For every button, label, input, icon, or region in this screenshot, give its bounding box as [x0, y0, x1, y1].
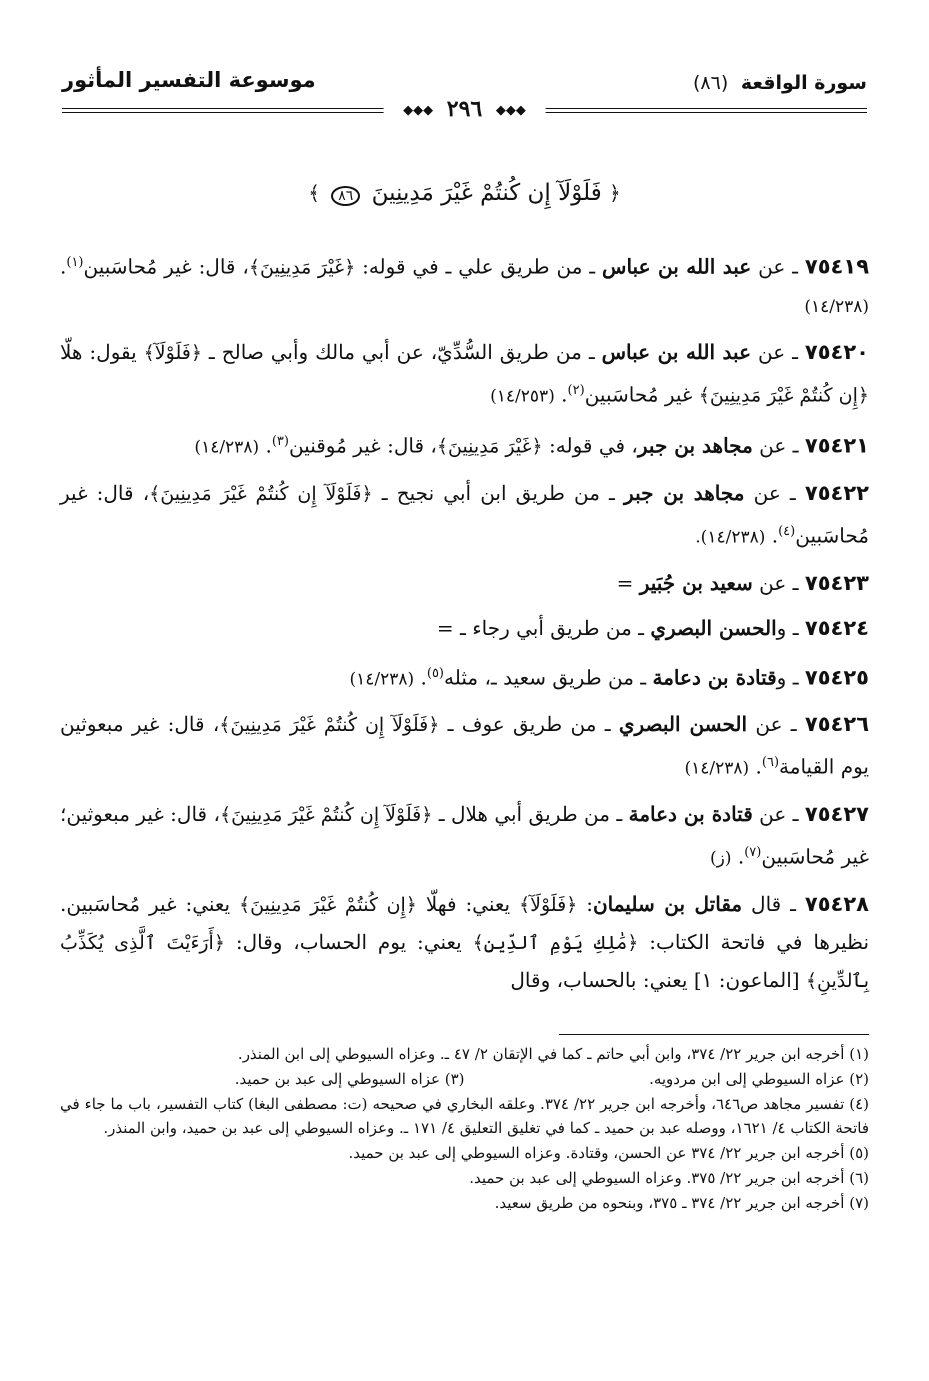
narrator-name: قتادة بن دعامة	[628, 801, 753, 826]
quran-quote: ﴿غَيْرَ مَدِينِينَ﴾	[248, 256, 356, 279]
volume-ref: (١٤/٢٥٣)	[490, 386, 555, 407]
volume-ref: (ز)	[710, 848, 732, 869]
ornament-icon: ◆◆◆	[403, 102, 434, 118]
footnote-6: (٦) أخرجه ابن جرير ٢٢/ ٣٧٥. وعزاه السيوطي إلى عبد بن حميد.	[469, 1169, 869, 1187]
footnote-5: (٥) أخرجه ابن جرير ٢٢/ ٣٧٤ عن الحسن، وقتادة. وعزاه السيوطي إلى عبد بن حميد.	[348, 1144, 869, 1162]
footnote-4: (٤) تفسير مجاهد ص٦٤٦، وأخرجه ابن جرير ٢٢/ ٣٧٤. وعلقه البخاري في صحيحه (ت: مصطفى البغا) كتاب التفسير، باب ما جاء في فاتحة الكتاب ٤/ ١٦٢١، ووصله عبد بن حميد ـ كما في تغليق التعليق ٤/ ١٧١ ـ. وعزاه السيوطي إلى عبد بن حميد، وابن المنذر.	[60, 1095, 870, 1137]
entry-text: يقول: هلّا	[60, 339, 144, 364]
entry-text: ، قال: غير مبعوثين؛ غير مُحاسَبين	[60, 801, 869, 869]
entry-text: ـ من طريق السُّدِّيّ، عن أبي مالك وأبي صالح ـ	[201, 339, 602, 364]
entry-text: ـ من طريق سعيد ـ، مثله	[444, 665, 653, 690]
narration-entry	[60, 610, 869, 647]
page-number	[383, 96, 546, 122]
entry-text: ، قال: غير مُحاسَبين	[83, 254, 249, 279]
entry-text: .	[749, 754, 762, 779]
volume-ref: (١٤/٢٣٨)	[349, 669, 415, 690]
footnote-ref[interactable]: (٧)	[744, 844, 762, 860]
narration-number: ٧٥٤٢٣	[804, 570, 869, 595]
narrator-name: مجاهد بن جبر	[624, 480, 745, 505]
entry-text: =	[616, 570, 640, 595]
narration-entry	[60, 565, 869, 602]
narration-entry	[60, 244, 869, 326]
quran-quote: ﴿فَلَوْلَآ﴾	[519, 893, 578, 916]
footnote-separator	[559, 1034, 869, 1035]
narration-number: ٧٥٤٢١	[804, 433, 869, 458]
footnote-ref[interactable]: (١)	[66, 255, 84, 270]
narration-entry	[60, 886, 869, 1000]
footnote-ref[interactable]: (٦)	[761, 755, 780, 771]
entry-text: .	[414, 665, 427, 690]
narration-number: ٧٥٤٢٨	[804, 891, 869, 916]
entry-text: :	[577, 891, 593, 916]
verse-open-bracket: ﴿	[609, 181, 621, 205]
entry-text: ، في قوله:	[542, 433, 638, 458]
entry-text: .	[554, 382, 568, 407]
entry-text: .	[731, 844, 745, 869]
entry-text: ـ عن	[751, 339, 805, 364]
page-number-value: ٢٩٦	[446, 96, 483, 122]
narrator-name: سعيد بن جُبَير	[639, 570, 753, 595]
quran-quote: ﴿إِن كُنتُمْ غَيْرَ مَدِينِينَ﴾	[239, 893, 417, 916]
entry-text: ـ قال	[742, 891, 805, 916]
ayah-number: ٨٦	[331, 186, 360, 206]
entry-text: ـ و	[776, 615, 805, 640]
entry-text: ـ من طريق أبي رجاء ـ =	[436, 615, 651, 640]
quran-quote: ﴿فَلَوْلَآ إِن كُنتُمْ غَيْرَ مَدِينِينَ﴾	[149, 482, 373, 505]
entry-text: ـ من طريق أبي هلال ـ	[432, 801, 629, 826]
verse-text: فَلَوْلَآ إِن كُنتُمْ غَيْرَ مَدِينِينَ	[371, 180, 602, 206]
entry-text: يعني: غير مُحاسَبين. نظيرها في فاتحة الكتاب:	[60, 891, 870, 954]
entry-text: ـ عن	[752, 801, 805, 826]
narrator-name: قتادة بن دعامة	[652, 665, 777, 690]
narration-entry	[60, 796, 869, 878]
entry-text: ـ من طريق عوف ـ	[439, 712, 619, 737]
volume-ref: (١٤/٢٣٨)	[194, 437, 260, 458]
narration-entry	[60, 423, 869, 467]
entry-text: يعني: فهلّا	[416, 891, 520, 916]
entry-text: ـ عن	[744, 480, 805, 505]
entry-text: ، قال: غير مُحاسَبين	[60, 480, 869, 548]
footnote-ref[interactable]: (٣)	[271, 434, 289, 450]
narrator-name: مجاهد بن جبر	[637, 433, 753, 458]
narrations	[60, 244, 869, 1008]
sura-name: سورة الواقعة	[740, 72, 867, 94]
footnote-2: (٢) عزاه السيوطي إلى ابن مردويه.	[649, 1070, 869, 1088]
narration-entry	[60, 334, 869, 416]
narration-number: ٧٥٤٢٧	[804, 801, 869, 826]
footnote-3: (٣) عزاه السيوطي إلى عبد بن حميد.	[234, 1070, 465, 1088]
entry-text: ، قال: غير مُوقنين	[288, 433, 437, 458]
quran-quote: ﴿غَيْرَ مَدِينِينَ﴾	[436, 435, 543, 458]
narration-entry	[60, 475, 869, 557]
entry-text: .	[765, 523, 779, 548]
footnote-row	[60, 1067, 869, 1092]
narrator-name: الحسن البصري	[650, 615, 777, 640]
entry-text: .	[259, 433, 272, 458]
footnote-ref[interactable]: (٤)	[778, 523, 796, 539]
narration-number: ٧٥٤٢٠	[804, 339, 869, 364]
ornament-icon: ◆◆◆	[495, 102, 526, 118]
entry-text: ـ عن	[752, 433, 805, 458]
volume-ref: (١٤/٢٣٨)	[684, 758, 750, 779]
narrator-name: مقاتل بن سليمان	[592, 891, 743, 916]
entry-text: غير مُحاسَبين	[584, 382, 699, 407]
entry-text: ـ عن	[752, 570, 805, 595]
narration-number: ٧٥٤٢٤	[804, 615, 869, 640]
narration-number: ٧٥٤٢٦	[804, 712, 870, 737]
footnotes	[60, 1042, 869, 1216]
narration-entry	[60, 655, 869, 699]
narration-number: ٧٥٤١٩	[804, 254, 870, 279]
footnote-1: (١) أخرجه ابن جرير ٢٢/ ٣٧٤، وابن أبي حاتم ـ كما في الإتقان ٢/ ٤٧ ـ. وعزاه السيوطي إلى ابن المنذر.	[237, 1045, 869, 1063]
sura-title	[693, 72, 867, 94]
quran-quote: ﴿فَلَوْلَآ﴾	[143, 341, 202, 364]
footnote-7: (٧) أخرجه ابن جرير ٢٢/ ٣٧٤ ـ ٣٧٥، وبنحوه من طريق سعيد.	[494, 1194, 869, 1212]
entry-text: ـ من طريق علي ـ في قوله:	[355, 254, 603, 279]
book-title: موسوعة التفسير المأثور	[62, 68, 316, 92]
verse-heading	[0, 180, 929, 206]
entry-text: ـ و	[776, 665, 805, 690]
narrator-name: عبد الله بن عباس	[602, 254, 752, 279]
volume-ref: (١٤/٢٣٨).	[695, 527, 766, 548]
entry-text: .	[60, 254, 67, 279]
footnote-ref[interactable]: (٢)	[567, 382, 585, 398]
sura-verse-number: (٨٦)	[692, 72, 729, 94]
quran-quote: ﴿فَلَوْلَآ إِن كُنتُمْ غَيْرَ مَدِينِينَ﴾	[219, 803, 433, 826]
narrator-name: عبد الله بن عباس	[601, 339, 752, 364]
narrator-name: الحسن البصري	[618, 712, 748, 737]
footnote-ref[interactable]: (٥)	[426, 665, 444, 681]
entry-text: ـ عن	[751, 254, 805, 279]
narration-number: ٧٥٤٢٥	[804, 665, 869, 690]
entry-text: [الماعون: ١] يعني: بالحساب، وقال	[510, 967, 806, 992]
quran-quote: ﴿مَٰلِكِ يَوْمِ ٱلدِّينِ﴾	[472, 931, 639, 954]
entry-text: يعني: يوم الحساب، وقال:	[224, 929, 473, 954]
volume-ref: (١٤/٢٣٨)	[804, 296, 869, 317]
quran-quote: ﴿فَلَوْلَآ إِن كُنتُمْ غَيْرَ مَدِينِينَ﴾	[219, 714, 440, 737]
narration-entry	[60, 706, 869, 788]
page-header	[62, 66, 867, 126]
entry-text: ـ عن	[747, 712, 805, 737]
narration-number: ٧٥٤٢٢	[804, 480, 869, 505]
entry-text: ـ من طريق ابن أبي نجيح ـ	[372, 480, 625, 505]
quran-quote: ﴿أَرَءَيْتَ ٱلَّذِى يُكَذِّبُ بِٱلدِّينِ﴾	[60, 931, 869, 992]
quran-quote: ﴿إِن كُنتُمْ غَيْرَ مَدِينِينَ﴾	[698, 384, 869, 407]
entry-text: ، قال: غير مبعوثين يوم القيامة	[60, 712, 869, 779]
verse-close-bracket: ﴾	[308, 181, 320, 205]
